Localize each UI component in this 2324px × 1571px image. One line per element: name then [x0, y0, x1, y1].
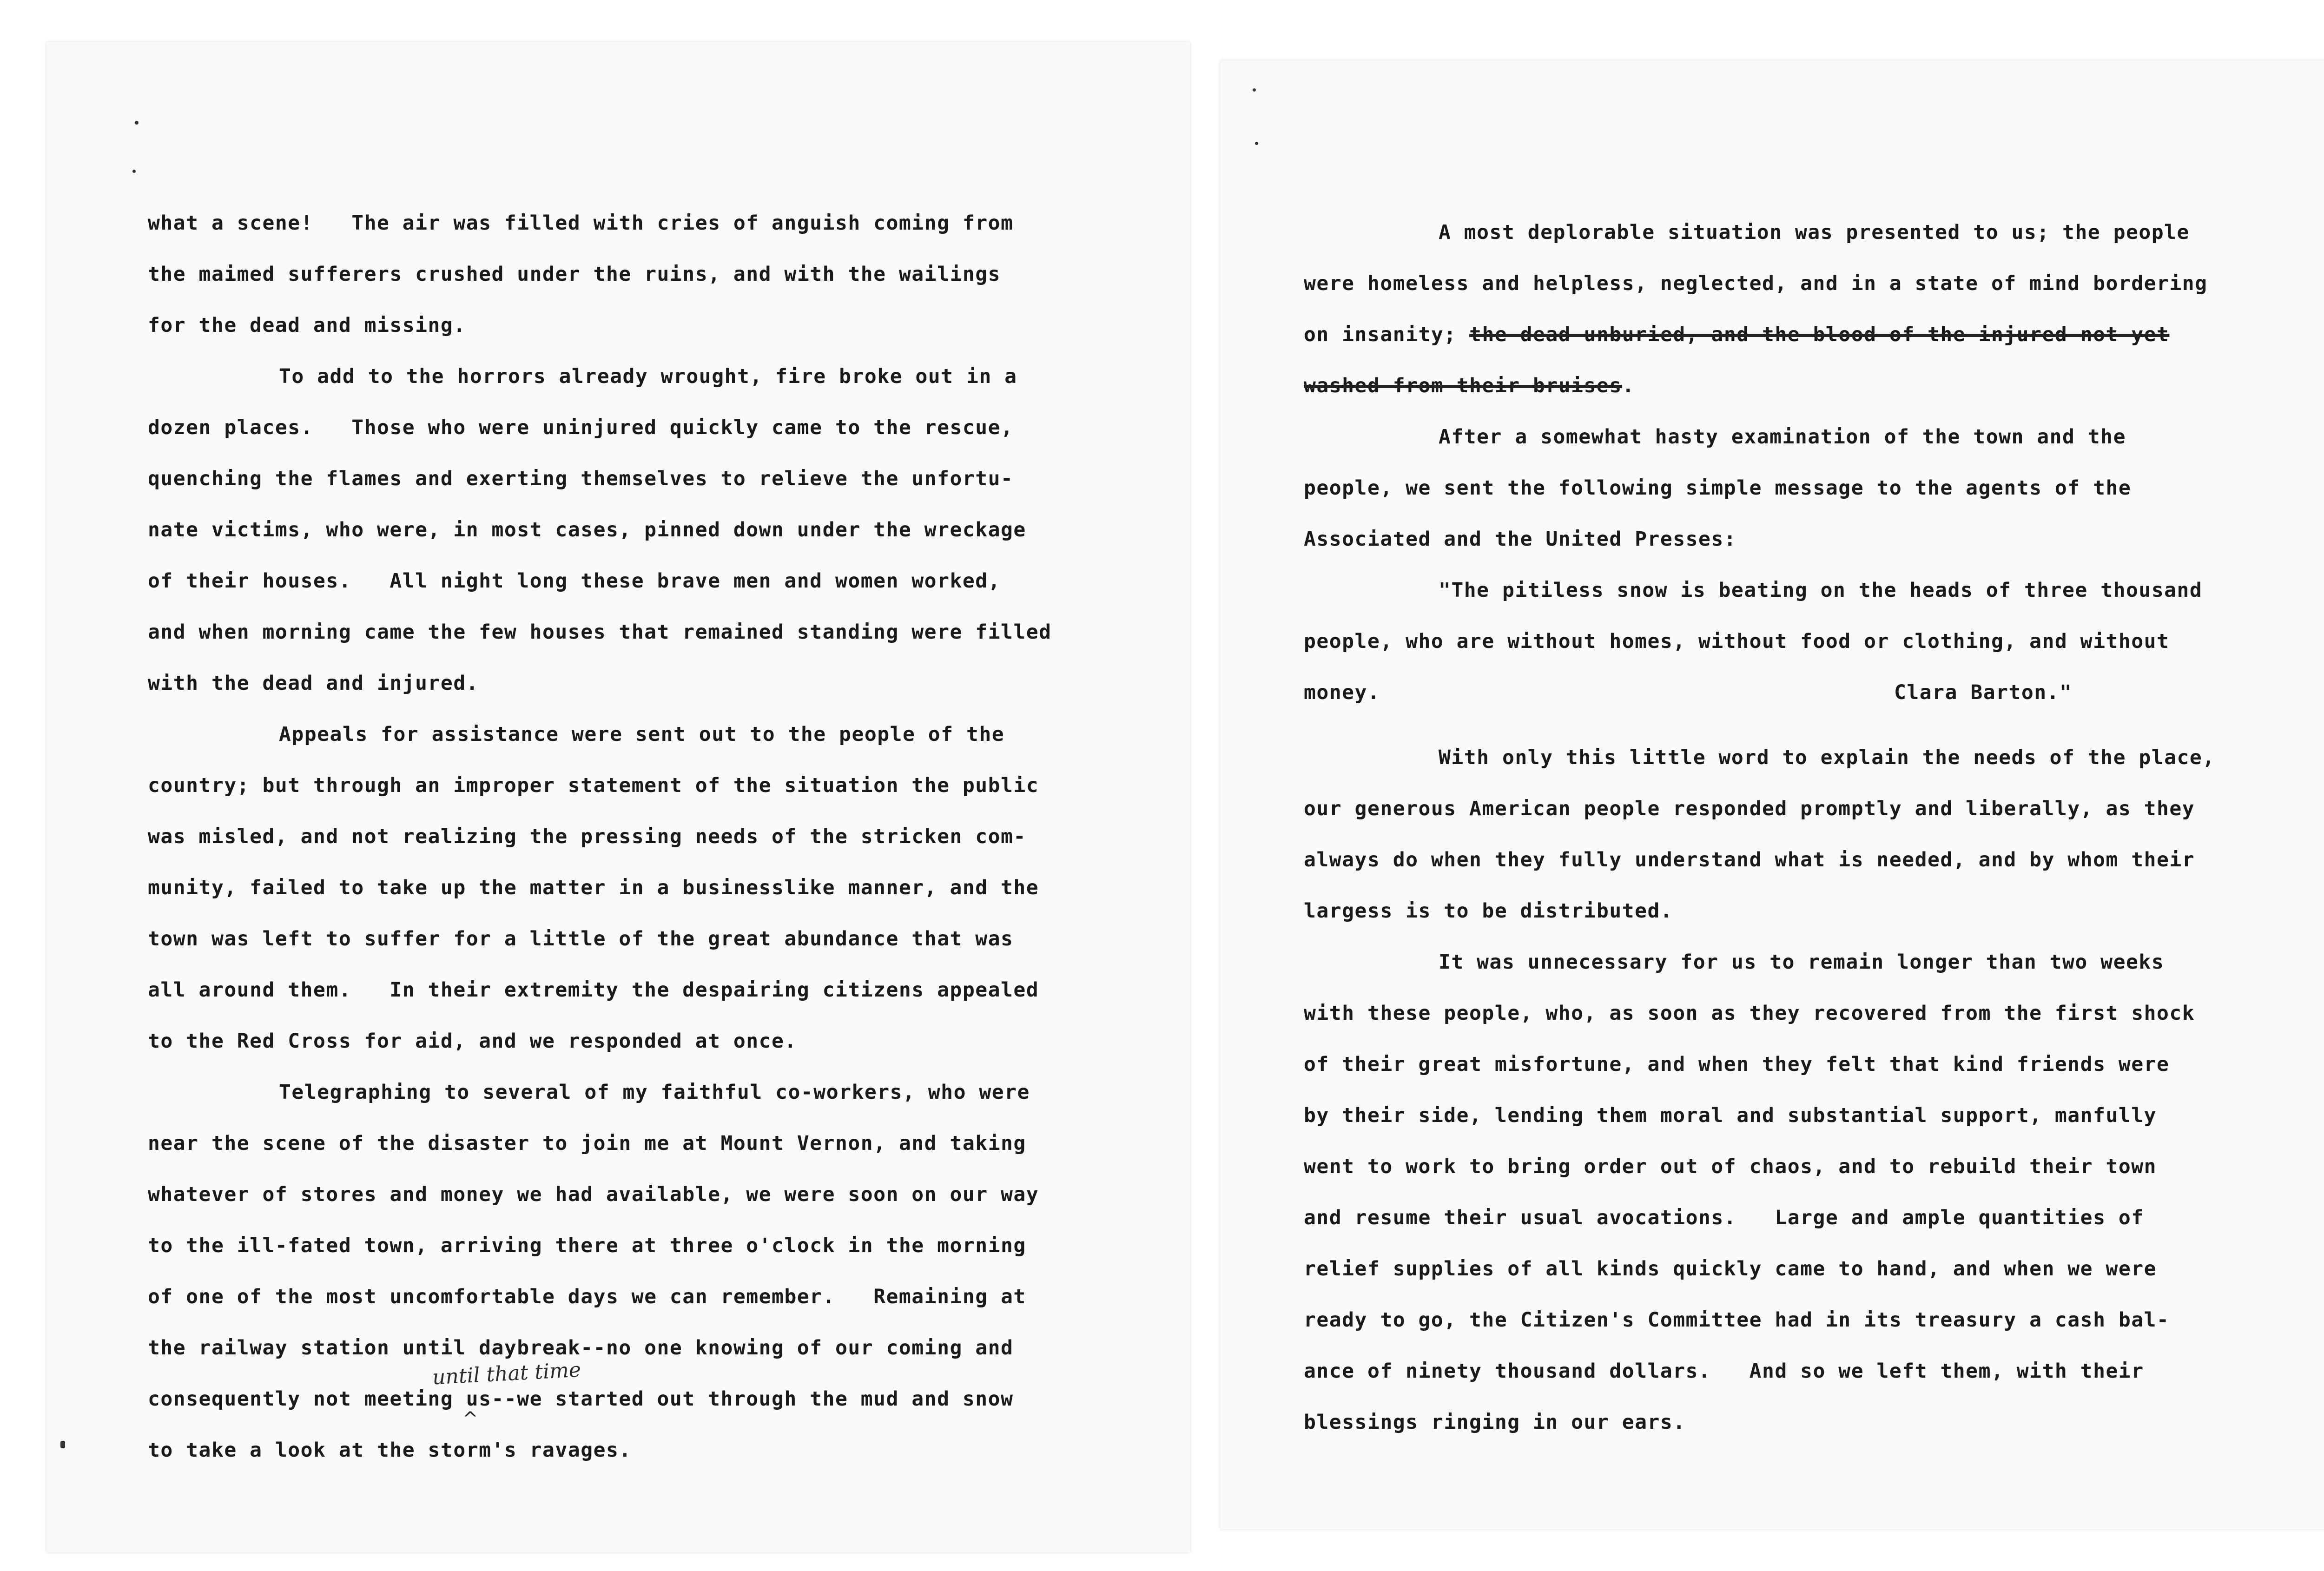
text-line: relief supplies of all kinds quickly came to hand, and when we were	[1304, 1257, 2157, 1281]
text-fragment: on insanity;	[1304, 323, 1457, 346]
text-line: by their side, lending them moral and substantial support, manfully	[1304, 1104, 2157, 1127]
struck-text: washed from their bruises	[1304, 374, 1622, 397]
left-page-text	[46, 42, 1190, 1552]
text-line: all around them. In their extremity the despairing citizens appealed	[148, 978, 1039, 1002]
text-line: the railway station until daybreak--no one knowing of our coming and	[148, 1336, 1014, 1360]
text-line: Appeals for assistance were sent out to the people of the	[279, 723, 1005, 746]
text-line: near the scene of the disaster to join me at Mount Vernon, and taking	[148, 1132, 1026, 1155]
text-fragment: .	[1622, 374, 1635, 397]
text-line: quenching the flames and exerting themselves to relieve the unfortu-	[148, 467, 1014, 490]
text-line: were homeless and helpless, neglected, and in a state of mind bordering	[1304, 272, 2208, 295]
text-line: "The pitiless snow is beating on the heads of three thousand	[1439, 579, 2203, 602]
text-line: A most deplorable situation was presented to us; the people	[1439, 221, 2190, 244]
text-line: consequently not meeting us--we started out through the mud and snow	[148, 1387, 1014, 1411]
text-line: to the ill-fated town, arriving there at three o'clock in the morning	[148, 1234, 1026, 1257]
signature-line: Clara Barton."	[1894, 681, 2073, 704]
text-line: dozen places. Those who were uninjured quickly came to the rescue,	[148, 416, 1014, 439]
text-line: of one of the most uncomfortable days we can remember. Remaining at	[148, 1285, 1026, 1308]
text-line: to take a look at the storm's ravages.	[148, 1439, 632, 1462]
text-line: always do when they fully understand what is needed, and by whom their	[1304, 848, 2195, 871]
text-line: our generous American people responded promptly and liberally, as they	[1304, 797, 2195, 820]
text-line: people, we sent the following simple message to the agents of the	[1304, 476, 2132, 500]
text-line: largess is to be distributed.	[1304, 899, 1673, 923]
text-line	[1304, 374, 1635, 397]
text-line: With only this little word to explain the needs of the place,	[1439, 746, 2215, 769]
text-line: After a somewhat hasty examination of the town and the	[1439, 425, 2126, 449]
text-line: was misled, and not realizing the pressing needs of the stricken com-	[148, 825, 1026, 848]
text-line: nate victims, who were, in most cases, pinned down under the wreckage	[148, 518, 1026, 541]
text-line: and resume their usual avocations. Large and ample quantities of	[1304, 1206, 2144, 1229]
text-line: country; but through an improper statement of the situation the public	[148, 774, 1039, 797]
text-line: people, who are without homes, without food or clothing, and without	[1304, 630, 2170, 653]
text-line: to the Red Cross for aid, and we responded at once.	[148, 1030, 797, 1053]
text-line: and when morning came the few houses that remained standing were filled	[148, 620, 1052, 644]
right-page-text	[1220, 60, 2324, 1529]
text-line: with these people, who, as soon as they recovered from the first shock	[1304, 1002, 2195, 1025]
text-line: of their great misfortune, and when they felt that kind friends were	[1304, 1053, 2170, 1076]
text-line: To add to the horrors already wrought, fire broke out in a	[279, 365, 1017, 388]
text-line: the maimed sufferers crushed under the ruins, and with the wailings	[148, 263, 1001, 286]
text-line: whatever of stores and money we had available, we were soon on our way	[148, 1183, 1039, 1206]
text-line: with the dead and injured.	[148, 672, 479, 695]
text-line: munity, failed to take up the matter in a businesslike manner, and the	[148, 876, 1039, 899]
insertion-caret-icon: ^	[462, 1408, 478, 1430]
handwritten-insertion: until that time	[431, 1358, 582, 1390]
text-line: what a scene! The air was filled with cries of anguish coming from	[148, 211, 1014, 235]
text-line: ance of ninety thousand dollars. And so we left them, with their	[1304, 1360, 2144, 1383]
text-line: went to work to bring order out of chaos, and to rebuild their town	[1304, 1155, 2157, 1178]
text-line: of their houses. All night long these brave men and women worked,	[148, 569, 1001, 593]
typescript-page-right	[1220, 60, 2324, 1529]
text-line: blessings ringing in our ears.	[1304, 1411, 1686, 1434]
text-line: money.	[1304, 681, 1380, 704]
text-line: for the dead and missing.	[148, 314, 466, 337]
text-line	[1304, 323, 2169, 346]
text-line: ready to go, the Citizen's Committee had in its treasury a cash bal-	[1304, 1308, 2170, 1332]
struck-text: the dead unburied, and the blood of the injured not yet	[1469, 323, 2170, 346]
typescript-page-left	[46, 42, 1190, 1552]
text-line: Telegraphing to several of my faithful co-workers, who were	[279, 1081, 1030, 1104]
text-line: It was unnecessary for us to remain longer than two weeks	[1439, 951, 2165, 974]
text-line: Associated and the United Presses:	[1304, 528, 1737, 551]
text-line: town was left to suffer for a little of the great abundance that was	[148, 927, 1014, 951]
